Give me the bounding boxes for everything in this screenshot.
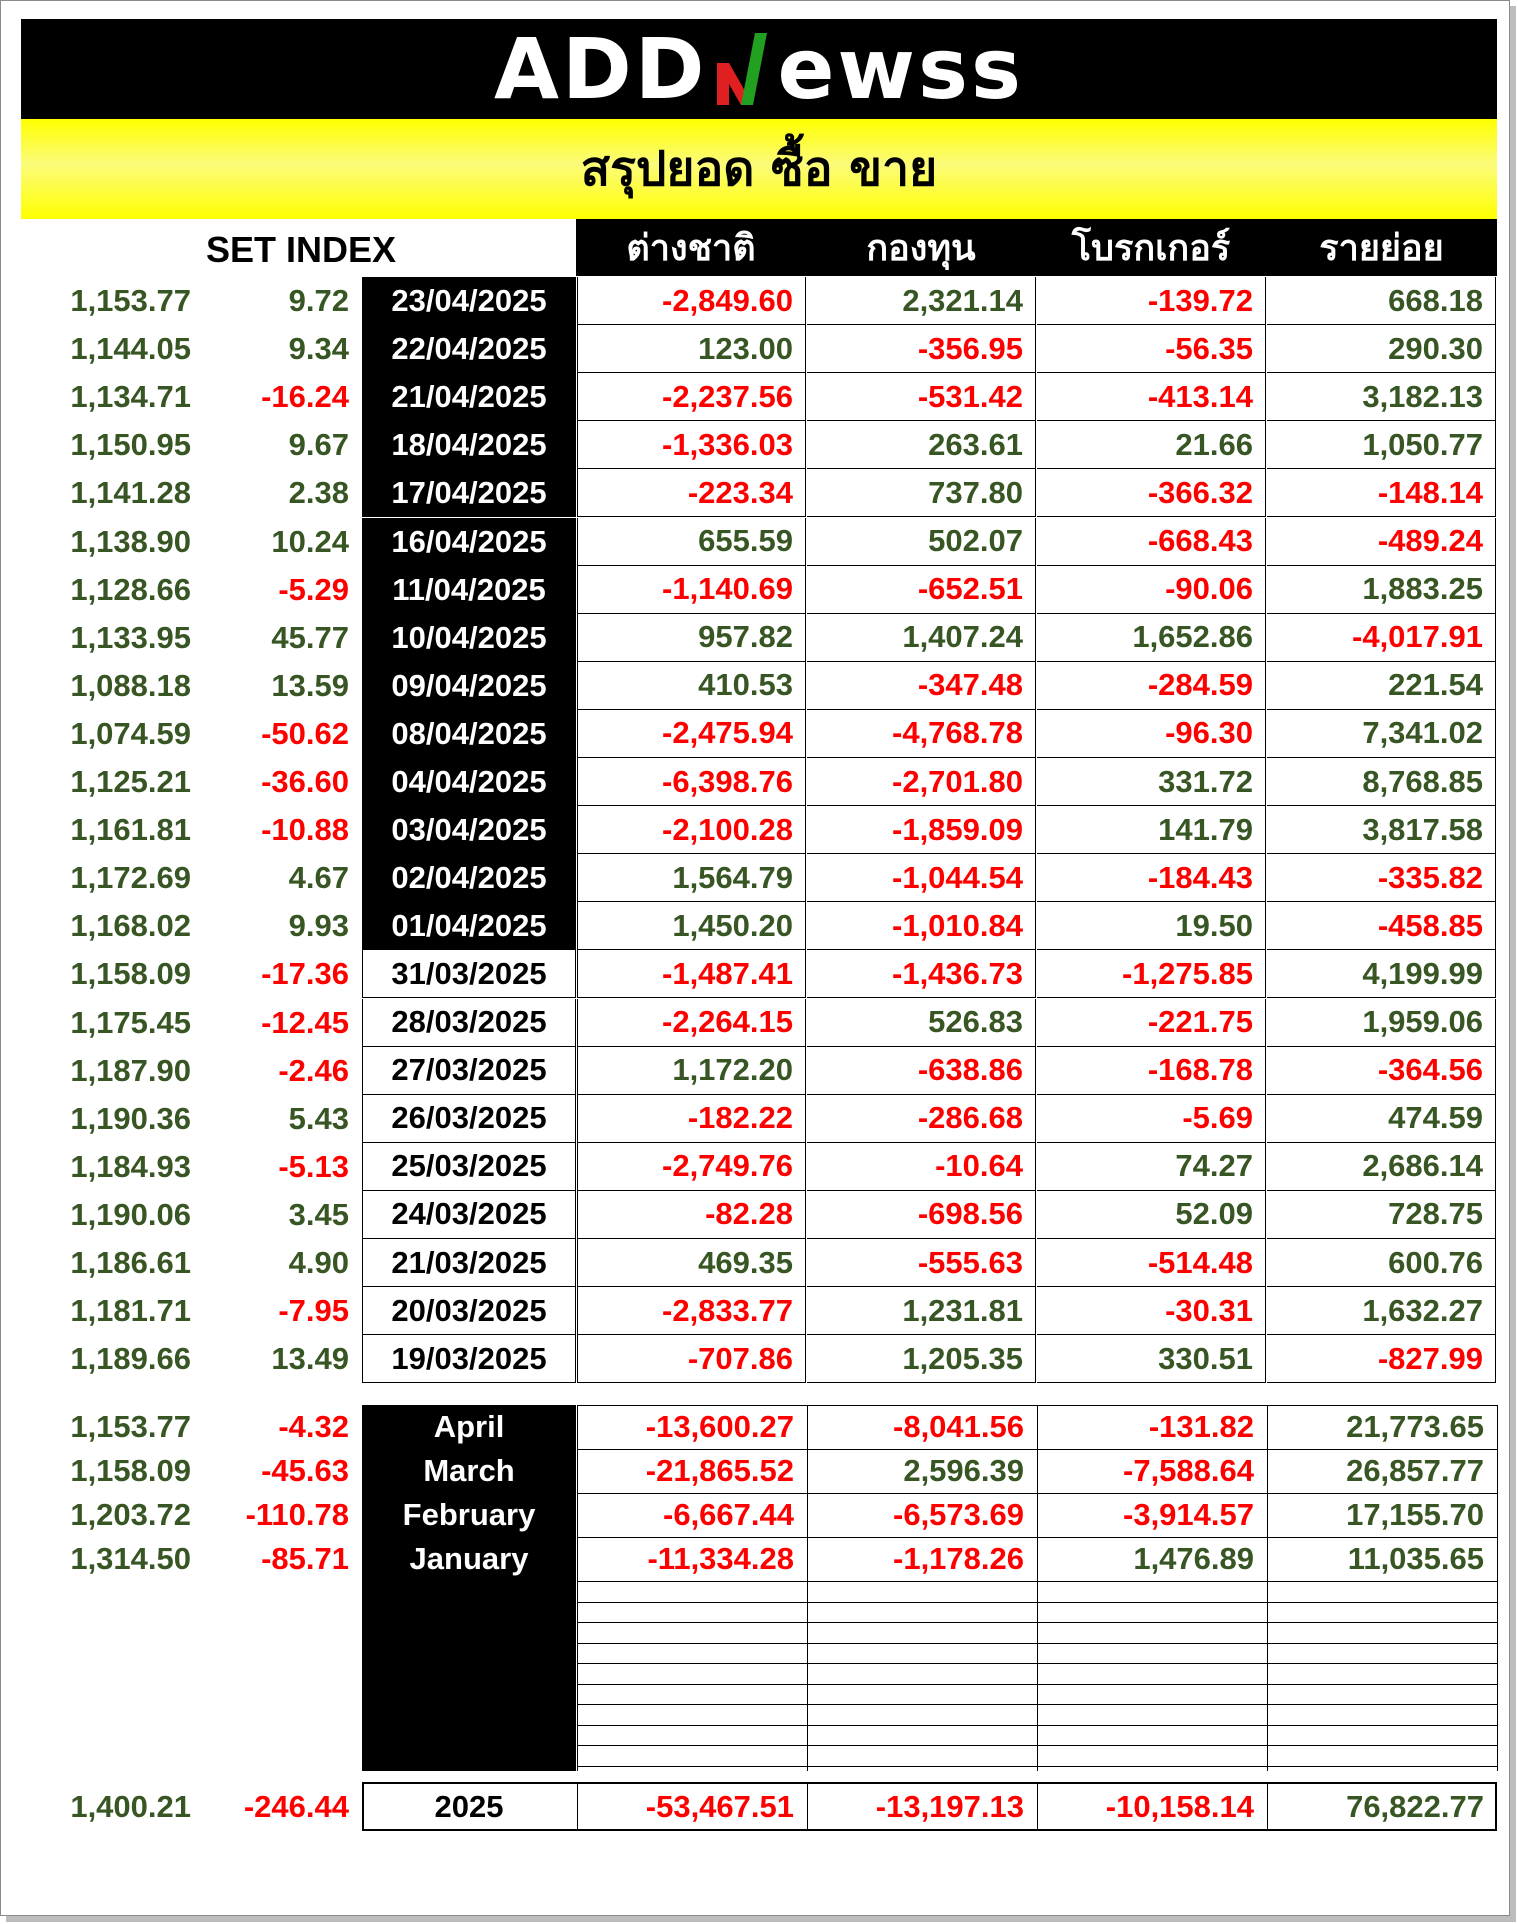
set-index-change: 9.34 xyxy=(288,331,349,367)
broker-net: 331.72 xyxy=(1037,758,1266,806)
broker-net: -56.35 xyxy=(1037,325,1266,373)
set-index-change: -110.78 xyxy=(245,1497,349,1532)
header-retail: รายย่อย xyxy=(1319,228,1444,269)
set-index-value: 1,190.36 xyxy=(70,1100,191,1136)
table-row xyxy=(1,710,1501,758)
set-index-value: 1,181.71 xyxy=(70,1293,191,1329)
retail-net: 4,199.99 xyxy=(1267,950,1496,998)
foreign-net: -1,140.69 xyxy=(577,566,806,614)
monthly-row xyxy=(1,1405,1501,1449)
retail-net: 21,773.65 xyxy=(1346,1409,1484,1444)
set-index-value: 1,144.05 xyxy=(70,331,191,367)
broker-net: 1,652.86 xyxy=(1037,614,1266,662)
set-index-change: -10.88 xyxy=(261,812,349,848)
broker-net: 19.50 xyxy=(1037,902,1266,950)
retail-net: -148.14 xyxy=(1267,469,1496,517)
set-index-value: 1,189.66 xyxy=(70,1341,191,1377)
table-row xyxy=(1,806,1501,854)
set-index-change: 9.93 xyxy=(288,908,349,944)
set-index-value: 1,134.71 xyxy=(70,379,191,415)
fund-net: -1,436.73 xyxy=(807,950,1036,998)
fund-net: -555.63 xyxy=(807,1239,1036,1287)
foreign-net: 1,564.79 xyxy=(577,854,806,902)
retail-net: 3,182.13 xyxy=(1267,373,1496,421)
foreign-net: -53,467.51 xyxy=(577,1782,806,1831)
trade-date: 19/03/2025 xyxy=(362,1335,576,1383)
fund-net: -698.56 xyxy=(807,1191,1036,1239)
foreign-net: -13,600.27 xyxy=(645,1409,794,1444)
retail-net: 668.18 xyxy=(1267,277,1496,325)
retail-net: 600.76 xyxy=(1267,1239,1496,1287)
set-index-change: -5.13 xyxy=(278,1148,349,1184)
fund-net: -638.86 xyxy=(807,1047,1036,1095)
fund-net: -10.64 xyxy=(807,1143,1036,1191)
foreign-net: -2,749.76 xyxy=(577,1143,806,1191)
monthly-row xyxy=(1,1493,1501,1537)
table-row xyxy=(1,854,1501,902)
foreign-net: 410.53 xyxy=(577,662,806,710)
month-name: February xyxy=(402,1497,536,1532)
fund-net: 526.83 xyxy=(807,999,1036,1047)
set-index-change: -4.32 xyxy=(278,1409,349,1444)
set-index-change: -5.29 xyxy=(278,571,349,607)
trade-date: 26/03/2025 xyxy=(362,1095,576,1143)
table-row xyxy=(1,1335,1501,1383)
set-index-change: -2.46 xyxy=(278,1052,349,1088)
foreign-net: -2,264.15 xyxy=(577,999,806,1047)
foreign-net: -2,100.28 xyxy=(577,806,806,854)
fund-net: -652.51 xyxy=(807,566,1036,614)
broker-net: -514.48 xyxy=(1037,1239,1266,1287)
broker-net: -221.75 xyxy=(1037,999,1266,1047)
retail-net: -364.56 xyxy=(1267,1047,1496,1095)
foreign-net: -2,237.56 xyxy=(577,373,806,421)
retail-net: 7,341.02 xyxy=(1267,710,1496,758)
trade-date: 23/04/2025 xyxy=(362,277,576,325)
set-index-value: 1,190.06 xyxy=(70,1196,191,1232)
header-broker: โบรกเกอร์ xyxy=(1071,228,1231,269)
retail-net: 11,035.65 xyxy=(1347,1541,1484,1576)
trade-date: 24/03/2025 xyxy=(362,1191,576,1239)
retail-net: 1,632.27 xyxy=(1267,1287,1496,1335)
year-label: 2025 xyxy=(434,1788,504,1824)
set-index-change: -50.62 xyxy=(261,715,349,751)
trade-date: 25/03/2025 xyxy=(362,1143,576,1191)
set-index-change: 9.72 xyxy=(288,283,349,319)
broker-net: -413.14 xyxy=(1037,373,1266,421)
table-row xyxy=(1,277,1501,325)
fund-net: -531.42 xyxy=(807,373,1036,421)
set-index-change: 3.45 xyxy=(288,1196,349,1232)
set-index-value: 1,161.81 xyxy=(70,812,191,848)
title-bar xyxy=(21,119,1497,219)
broker-net: -90.06 xyxy=(1037,566,1266,614)
broker-net: -184.43 xyxy=(1037,854,1266,902)
foreign-net: 1,450.20 xyxy=(577,902,806,950)
set-index-value: 1,128.66 xyxy=(70,571,191,607)
table-row xyxy=(1,758,1501,806)
header-foreign: ต่างชาติ xyxy=(626,228,756,269)
logo-bar xyxy=(21,19,1497,119)
trade-date: 04/04/2025 xyxy=(362,758,576,806)
broker-net: -139.72 xyxy=(1037,277,1266,325)
retail-net: 1,959.06 xyxy=(1267,999,1496,1047)
header-fund: กองทุน xyxy=(866,228,976,269)
foreign-net: -707.86 xyxy=(577,1335,806,1383)
broker-net: 141.79 xyxy=(1037,806,1266,854)
broker-net: -30.31 xyxy=(1037,1287,1266,1335)
table-row xyxy=(1,566,1501,614)
set-index-value: 1,203.72 xyxy=(70,1497,191,1532)
retail-net: 290.30 xyxy=(1267,325,1496,373)
fund-net: -8,041.56 xyxy=(893,1409,1024,1444)
monthly-row xyxy=(1,1537,1501,1581)
table-row xyxy=(1,518,1501,566)
trade-date: 08/04/2025 xyxy=(362,710,576,758)
fund-net: -1,044.54 xyxy=(807,854,1036,902)
retail-net: 26,857.77 xyxy=(1346,1453,1484,1488)
set-index-value: 1,186.61 xyxy=(70,1245,191,1281)
fund-net: 502.07 xyxy=(807,518,1036,566)
set-index-change: -36.60 xyxy=(261,764,349,800)
fund-net: -356.95 xyxy=(807,325,1036,373)
foreign-net: -2,833.77 xyxy=(577,1287,806,1335)
set-index-value: 1,133.95 xyxy=(70,619,191,655)
set-index-change: 4.90 xyxy=(288,1245,349,1281)
retail-net: 221.54 xyxy=(1267,662,1496,710)
foreign-net: -223.34 xyxy=(577,469,806,517)
table-row xyxy=(1,325,1501,373)
retail-net: -489.24 xyxy=(1267,518,1496,566)
set-index-value: 1,187.90 xyxy=(70,1052,191,1088)
set-index-change: -12.45 xyxy=(261,1004,349,1040)
set-index-value: 1,168.02 xyxy=(70,908,191,944)
page-title: สรุปยอด ซื้อ ขาย xyxy=(580,141,938,197)
fund-net: -2,701.80 xyxy=(807,758,1036,806)
retail-net: 728.75 xyxy=(1267,1191,1496,1239)
foreign-net: -2,475.94 xyxy=(577,710,806,758)
set-index-value: 1,158.09 xyxy=(70,1453,191,1488)
table-row xyxy=(1,1047,1501,1095)
retail-net: 3,817.58 xyxy=(1267,806,1496,854)
set-index-change: 2.38 xyxy=(288,475,349,511)
grid-line xyxy=(807,1405,808,1771)
month-name: April xyxy=(433,1409,505,1444)
trade-date: 02/04/2025 xyxy=(362,854,576,902)
trade-date: 28/03/2025 xyxy=(362,999,576,1047)
grid-line xyxy=(1037,1405,1038,1771)
foreign-net: 655.59 xyxy=(577,518,806,566)
set-index-change: 4.67 xyxy=(288,860,349,896)
month-name: March xyxy=(423,1453,515,1488)
monthly-row xyxy=(1,1449,1501,1493)
table-row xyxy=(1,1095,1501,1143)
column-headers xyxy=(576,219,1497,276)
set-index-change: 9.67 xyxy=(288,427,349,463)
fund-net: -1,178.26 xyxy=(893,1541,1024,1576)
logo-n-icon xyxy=(711,29,773,109)
set-index-value: 1,153.77 xyxy=(70,283,191,319)
fund-net: -347.48 xyxy=(807,662,1036,710)
fund-net: 2,596.39 xyxy=(903,1453,1024,1488)
retail-net: 76,822.77 xyxy=(1267,1782,1496,1831)
logo-text-left: ADD xyxy=(493,20,708,118)
foreign-net: 123.00 xyxy=(577,325,806,373)
retail-net: 474.59 xyxy=(1267,1095,1496,1143)
set-index-change: 13.59 xyxy=(271,667,349,703)
set-index-header: SET INDEX xyxy=(205,229,397,270)
trade-date: 27/03/2025 xyxy=(362,1047,576,1095)
set-index-value: 1,125.21 xyxy=(70,764,191,800)
grid-line xyxy=(1267,1405,1268,1771)
broker-net: 1,476.89 xyxy=(1133,1541,1254,1576)
set-index-value: 1,153.77 xyxy=(70,1409,191,1444)
fund-net: -13,197.13 xyxy=(807,1782,1036,1831)
logo-text-right: ewss xyxy=(777,20,1025,118)
grid-line xyxy=(577,1405,578,1771)
broker-net: -168.78 xyxy=(1037,1047,1266,1095)
retail-net: -458.85 xyxy=(1267,902,1496,950)
broker-net: -1,275.85 xyxy=(1037,950,1266,998)
trade-date: 03/04/2025 xyxy=(362,806,576,854)
broker-net: 21.66 xyxy=(1037,421,1266,469)
fund-net: -4,768.78 xyxy=(807,710,1036,758)
foreign-net: 1,172.20 xyxy=(577,1047,806,1095)
set-index-change: -45.63 xyxy=(261,1453,349,1488)
foreign-net: 469.35 xyxy=(577,1239,806,1287)
table-row xyxy=(1,902,1501,950)
fund-net: 1,205.35 xyxy=(807,1335,1036,1383)
trade-date: 10/04/2025 xyxy=(362,614,576,662)
fund-net: 737.80 xyxy=(807,469,1036,517)
fund-net: -1,010.84 xyxy=(807,902,1036,950)
broker-net: 52.09 xyxy=(1037,1191,1266,1239)
retail-net: 1,050.77 xyxy=(1267,421,1496,469)
trade-date: 11/04/2025 xyxy=(362,566,576,614)
fund-net: -6,573.69 xyxy=(893,1497,1024,1532)
trade-date: 31/03/2025 xyxy=(362,950,576,998)
table-row xyxy=(1,421,1501,469)
set-index-change: -7.95 xyxy=(278,1293,349,1329)
fund-net: 2,321.14 xyxy=(807,277,1036,325)
set-index-change: -246.44 xyxy=(243,1788,349,1824)
foreign-net: -2,849.60 xyxy=(577,277,806,325)
set-index-change: 13.49 xyxy=(271,1341,349,1377)
fund-net: 1,407.24 xyxy=(807,614,1036,662)
table-row xyxy=(1,1239,1501,1287)
set-index-change: 45.77 xyxy=(271,619,349,655)
fund-net: 1,231.81 xyxy=(807,1287,1036,1335)
table-row xyxy=(1,1143,1501,1191)
broker-net: -96.30 xyxy=(1037,710,1266,758)
retail-net: 1,883.25 xyxy=(1267,566,1496,614)
set-index-value: 1,400.21 xyxy=(70,1788,191,1824)
foreign-net: -82.28 xyxy=(577,1191,806,1239)
set-index-value: 1,088.18 xyxy=(70,667,191,703)
broker-net: -131.82 xyxy=(1148,1409,1254,1444)
broker-net: -5.69 xyxy=(1037,1095,1266,1143)
foreign-net: 957.82 xyxy=(577,614,806,662)
foreign-net: -11,334.28 xyxy=(647,1541,794,1576)
fund-net: -1,859.09 xyxy=(807,806,1036,854)
fund-net: 263.61 xyxy=(807,421,1036,469)
set-index-change: 5.43 xyxy=(288,1100,349,1136)
table-row xyxy=(1,614,1501,662)
broker-net: 74.27 xyxy=(1037,1143,1266,1191)
fund-net: -286.68 xyxy=(807,1095,1036,1143)
broker-net: -284.59 xyxy=(1037,662,1266,710)
broker-net: -668.43 xyxy=(1037,518,1266,566)
table-row xyxy=(1,373,1501,421)
set-index-value: 1,141.28 xyxy=(70,475,191,511)
broker-net: -10,158.14 xyxy=(1037,1782,1266,1831)
broker-net: -3,914.57 xyxy=(1123,1497,1254,1532)
foreign-net: -6,398.76 xyxy=(577,758,806,806)
foreign-net: -6,667.44 xyxy=(663,1497,794,1532)
year-total-row xyxy=(1,1782,1501,1831)
table-row xyxy=(1,999,1501,1047)
addnewss-logo xyxy=(493,20,1025,118)
broker-net: -366.32 xyxy=(1037,469,1266,517)
table-row xyxy=(1,1191,1501,1239)
foreign-net: -182.22 xyxy=(577,1095,806,1143)
broker-net: -7,588.64 xyxy=(1123,1453,1254,1488)
retail-net: -4,017.91 xyxy=(1267,614,1496,662)
trade-date: 21/03/2025 xyxy=(362,1239,576,1287)
trade-date: 17/04/2025 xyxy=(362,469,576,517)
trade-date: 09/04/2025 xyxy=(362,662,576,710)
set-index-value: 1,184.93 xyxy=(70,1148,191,1184)
retail-net: -335.82 xyxy=(1267,854,1496,902)
set-index-value: 1,314.50 xyxy=(70,1541,191,1576)
month-name: January xyxy=(409,1541,529,1576)
broker-net: 330.51 xyxy=(1037,1335,1266,1383)
retail-net: 17,155.70 xyxy=(1346,1497,1484,1532)
retail-net: 2,686.14 xyxy=(1267,1143,1496,1191)
set-index-value: 1,138.90 xyxy=(70,523,191,559)
set-index-value: 1,158.09 xyxy=(70,956,191,992)
set-index-change: -17.36 xyxy=(261,956,349,992)
table-row xyxy=(1,950,1501,998)
set-index-value: 1,150.95 xyxy=(70,427,191,463)
set-index-value: 1,172.69 xyxy=(70,860,191,896)
set-index-change: -16.24 xyxy=(261,379,349,415)
retail-net: 8,768.85 xyxy=(1267,758,1496,806)
set-index-change: -85.71 xyxy=(261,1541,349,1576)
foreign-net: -21,865.52 xyxy=(645,1453,794,1488)
set-index-value: 1,074.59 xyxy=(70,715,191,751)
foreign-net: -1,487.41 xyxy=(577,950,806,998)
set-index-change: 10.24 xyxy=(271,523,349,559)
trade-date: 22/04/2025 xyxy=(362,325,576,373)
trade-date: 21/04/2025 xyxy=(362,373,576,421)
table-row xyxy=(1,662,1501,710)
foreign-net: -1,336.03 xyxy=(577,421,806,469)
trade-date: 18/04/2025 xyxy=(362,421,576,469)
trade-date: 16/04/2025 xyxy=(362,518,576,566)
trade-date: 20/03/2025 xyxy=(362,1287,576,1335)
table-row xyxy=(1,1287,1501,1335)
grid-line xyxy=(1497,1405,1498,1771)
trade-date: 01/04/2025 xyxy=(362,902,576,950)
retail-net: -827.99 xyxy=(1267,1335,1496,1383)
set-index-value: 1,175.45 xyxy=(70,1004,191,1040)
table-row xyxy=(1,469,1501,517)
